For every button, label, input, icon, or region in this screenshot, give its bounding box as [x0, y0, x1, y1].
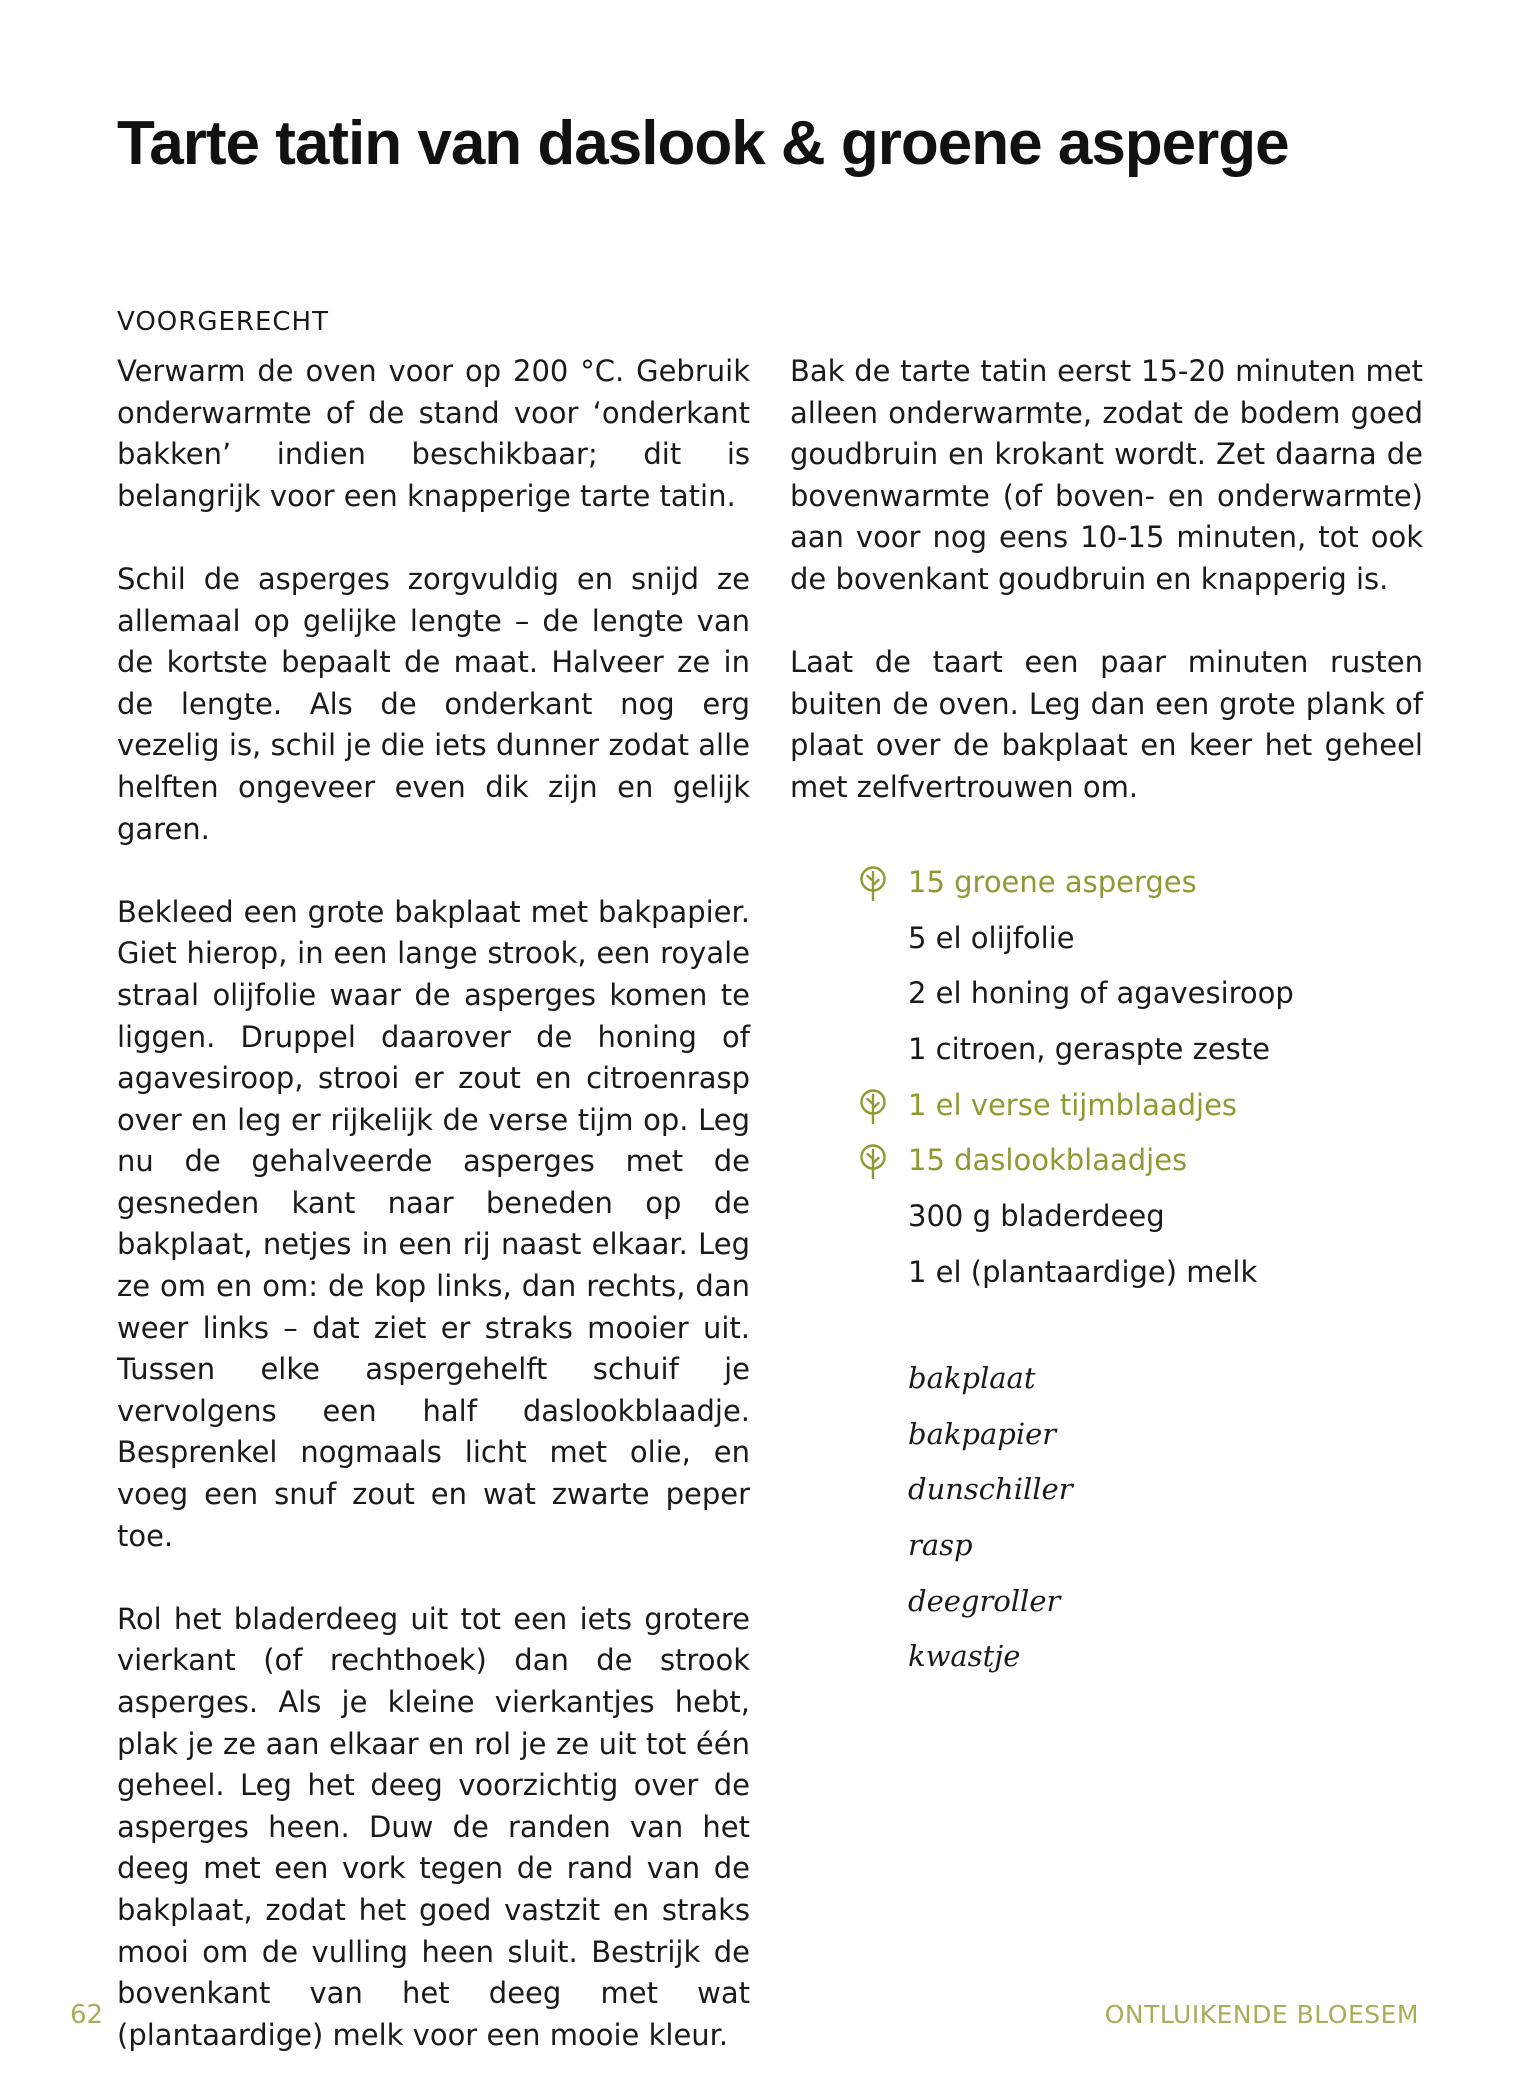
- ingredient-text: 1 el verse tijmblaadjes: [908, 1087, 1238, 1122]
- instruction-paragraph: Bekleed een grote bakplaat met bakpapier. Giet hierop, in een lange strook, een royale straal olijfolie waar de asperges komen te liggen. Druppel daarover de honing of agavesiroop, strooi er zout en citroenrasp over en leg er rijkelijk de verse tijm op. Leg nu de gehalveerde asperges met de gesneden kant naar beneden op de bakplaat, netjes in een rij naast elkaar. Leg ze om en om: de kop links, dan rechts, dan weer links – dat ziet er straks mooier uit. Tussen elke aspergehelft schuif je vervolgens een half daslookblaadje. Besprenkel nogmaals licht met olie, en voeg een snuf zout en wat zwarte peper toe.: [117, 894, 750, 1553]
- tool-item: bakplaat: [908, 1361, 1036, 1395]
- instruction-paragraph: Schil de asperges zorgvuldig en snijd ze allemaal op gelijke lengte – de lengte van de kortste bepaalt de maat. Halveer ze in de lengte. Als de onderkant nog erg vezelig is, schil je die iets dunner zodat alle helften ongeveer even dik zijn en gelijk garen.: [117, 561, 750, 846]
- ingredient-item: [858, 918, 1418, 974]
- ingredient-text: 2 el honing of agavesiroop: [908, 976, 1294, 1011]
- tool-list: [908, 1358, 1408, 1692]
- ingredient-text: 5 el olijfolie: [908, 920, 1075, 955]
- tool-item: bakpapier: [908, 1416, 1057, 1451]
- ingredient-item: [858, 1085, 1418, 1141]
- ingredient-item: [858, 973, 1418, 1029]
- instruction-paragraph: Verwarm de oven voor op 200 °C. Gebruik onderwarmte of de stand voor ‘onderkant bakken’ indien beschikbaar; dit is belangrijk voor een knapperige tarte tatin.: [117, 354, 750, 513]
- ingredient-text: 300 g bladerdeeg: [908, 1199, 1165, 1234]
- ingredient-list: [858, 862, 1418, 1308]
- instruction-paragraph: Laat de taart een paar minuten rusten buiten de oven. Leg dan een grote plank of plaat over de bakplaat en keer het geheel met zelfvertrouwen om.: [790, 645, 1423, 804]
- ingredient-item: [858, 1252, 1418, 1308]
- tool-item: deegroller: [908, 1583, 1061, 1618]
- seasonal-tree-icon: [858, 1088, 888, 1124]
- ingredient-item: [858, 1029, 1418, 1085]
- instructions-left-column: [117, 351, 750, 2056]
- ingredient-text: 15 groene asperges: [908, 865, 1197, 899]
- seasonal-tree-icon: [858, 1143, 888, 1179]
- tool-item: kwastje: [908, 1639, 1021, 1674]
- tool-item: dunschiller: [908, 1472, 1073, 1507]
- ingredient-text: 1 citroen, geraspte zeste: [908, 1032, 1271, 1067]
- recipe-title: Tarte tatin van daslook & groene asperge: [117, 109, 1289, 178]
- ingredient-item: [858, 862, 1418, 918]
- recipe-category: VOORGERECHT: [117, 307, 329, 337]
- section-name: ONTLUIKENDE BLOESEM: [1104, 2000, 1419, 2029]
- instruction-paragraph: Rol het bladerdeeg uit tot een iets grotere vierkant (of rechthoek) dan de strook asperges. Als je kleine vierkantjes hebt, plak je ze aan elkaar en rol je ze uit tot één geheel. Leg het deeg voorzichtig over de asperges heen. Duw de randen van het deeg met een vork tegen de rand van de bakplaat, zodat het goed vastzit en straks mooi om de vulling heen sluit. Bestrijk de bovenkant van het deeg met wat (plantaardige) melk voor een mooie kleur.: [117, 1601, 750, 2052]
- ingredient-item: [858, 1140, 1418, 1196]
- instructions-right-column: [790, 351, 1423, 809]
- page-number: 62: [70, 2000, 104, 2030]
- ingredient-text: 1 el (plantaardige) melk: [908, 1254, 1258, 1289]
- ingredient-text: 15 daslookblaadjes: [908, 1143, 1188, 1178]
- instruction-paragraph: Bak de tarte tatin eerst 15-20 minuten met alleen onderwarmte, zodat de bodem goed goudbruin en krokant wordt. Zet daarna de bovenwarmte (of boven- en onderwarmte) aan voor nog eens 10-15 minuten, tot ook de bovenkant goudbruin en knapperig is.: [790, 354, 1423, 596]
- ingredient-item: [858, 1196, 1418, 1252]
- tool-item: rasp: [908, 1528, 973, 1563]
- seasonal-tree-icon: [858, 865, 888, 901]
